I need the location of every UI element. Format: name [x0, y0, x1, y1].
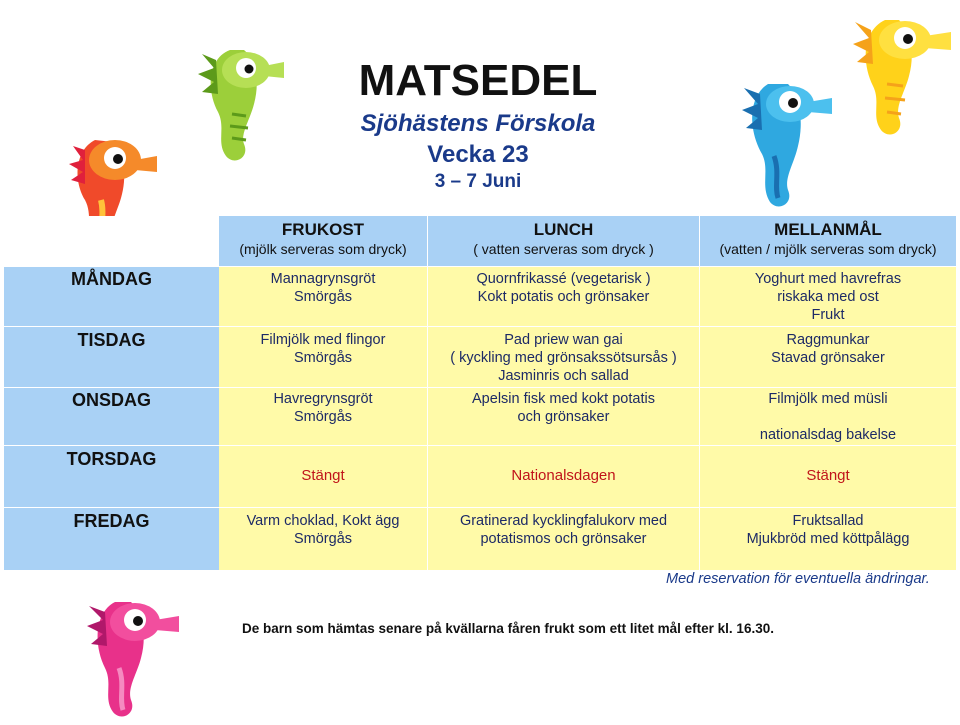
reservation-note: Med reservation för eventuella ändringar. [666, 571, 930, 587]
school-name: Sjöhästens Förskola [360, 110, 596, 137]
menu-line: Kokt potatis och grönsaker [477, 289, 650, 305]
menu-line: Stavad grönsaker [771, 350, 885, 366]
blue-seahorse-illustration [728, 60, 838, 220]
day-monday [4, 267, 219, 327]
wednesday-mellanmal [700, 388, 956, 446]
day-tuesday [4, 327, 219, 388]
pink-seahorse-illustration [75, 580, 185, 725]
mellanmal-note: (vatten / mjölk serveras som dryck) [719, 241, 937, 257]
frukost-title: FRUKOST [281, 220, 365, 239]
menu-line: Filmjölk med müsli [768, 391, 888, 407]
mellanmal-title: MELLANMÅL [774, 220, 882, 239]
lunch-header [428, 216, 700, 267]
friday-mellanmal [700, 508, 956, 570]
menu-line: Filmjölk med flingor [260, 332, 386, 348]
yellow-seahorse-illustration [825, 0, 960, 140]
tuesday-frukost [219, 327, 428, 388]
closed-label: Stängt [301, 467, 345, 484]
date-range: 3 – 7 Juni [434, 171, 522, 192]
menu-line: potatismos och grönsaker [480, 531, 647, 547]
day-label: MÅNDAG [71, 269, 152, 289]
frukost-header [219, 216, 428, 267]
menu-line: ( kyckling med grönsakssötsursås ) [450, 350, 677, 366]
lunch-note: ( vatten serveras som dryck ) [473, 241, 654, 257]
week-label: Vecka 23 [427, 141, 529, 168]
page-title: MATSEDEL [358, 56, 598, 105]
header-corner-cell [4, 216, 219, 267]
mellanmal-header [700, 216, 956, 267]
day-label: TORSDAG [66, 449, 157, 469]
menu-line: Mjukbröd med köttpålägg [746, 531, 910, 547]
menu-line: Fruktsallad [792, 513, 864, 529]
menu-line: Smörgås [293, 531, 353, 547]
day-label: ONSDAG [71, 390, 151, 410]
green-seahorse-illustration [160, 30, 290, 170]
day-friday [4, 508, 219, 570]
tuesday-lunch [428, 327, 700, 388]
thursday-frukost [219, 446, 428, 508]
tuesday-mellanmal [700, 327, 956, 388]
monday-mellanmal [700, 267, 956, 327]
menu-line: Pad priew wan gai [504, 332, 623, 348]
wednesday-frukost [219, 388, 428, 446]
day-thursday [4, 446, 219, 508]
day-label: FREDAG [73, 511, 150, 531]
lunch-title: LUNCH [533, 220, 594, 239]
holiday-label: Nationalsdagen [511, 467, 616, 484]
monday-lunch [428, 267, 700, 327]
menu-line [700, 408, 956, 426]
menu-line: Smörgås [293, 409, 353, 425]
menu-line: Mannagrynsgröt [270, 271, 376, 287]
friday-frukost [219, 508, 428, 570]
menu-line: Yoghurt med havrefras [754, 271, 902, 287]
menu-line: Havregrynsgröt [273, 391, 373, 407]
monday-frukost [219, 267, 428, 327]
menu-line: Quornfrikassé (vegetarisk ) [476, 271, 651, 287]
thursday-mellanmal [700, 446, 956, 508]
menu-table [4, 216, 956, 570]
day-label: TISDAG [77, 330, 146, 350]
footer-note: De barn som hämtas senare på kvällarna fåren frukt som ett litet mål efter kl. 16.30. [242, 621, 774, 636]
menu-line: riskaka med ost [777, 289, 879, 305]
menu-line: Smörgås [293, 350, 353, 366]
frukost-note: (mjölk serveras som dryck) [239, 241, 407, 257]
friday-lunch [428, 508, 700, 570]
menu-line: Smörgås [293, 289, 353, 305]
menu-line: Raggmunkar [786, 332, 870, 348]
menu-line: Jasminris och sallad [498, 368, 629, 384]
closed-label: Stängt [806, 467, 850, 484]
menu-line: Frukt [811, 307, 845, 323]
wednesday-lunch [428, 388, 700, 446]
menu-line: nationalsdag bakelse [759, 427, 897, 443]
thursday-lunch [428, 446, 700, 508]
menu-line: Gratinerad kycklingfalukorv med [459, 513, 668, 529]
menu-line: Apelsin fisk med kokt potatis [472, 391, 655, 407]
menu-line: Varm choklad, Kokt ägg [246, 513, 400, 529]
menu-line: och grönsaker [517, 409, 610, 425]
day-wednesday [4, 388, 219, 446]
